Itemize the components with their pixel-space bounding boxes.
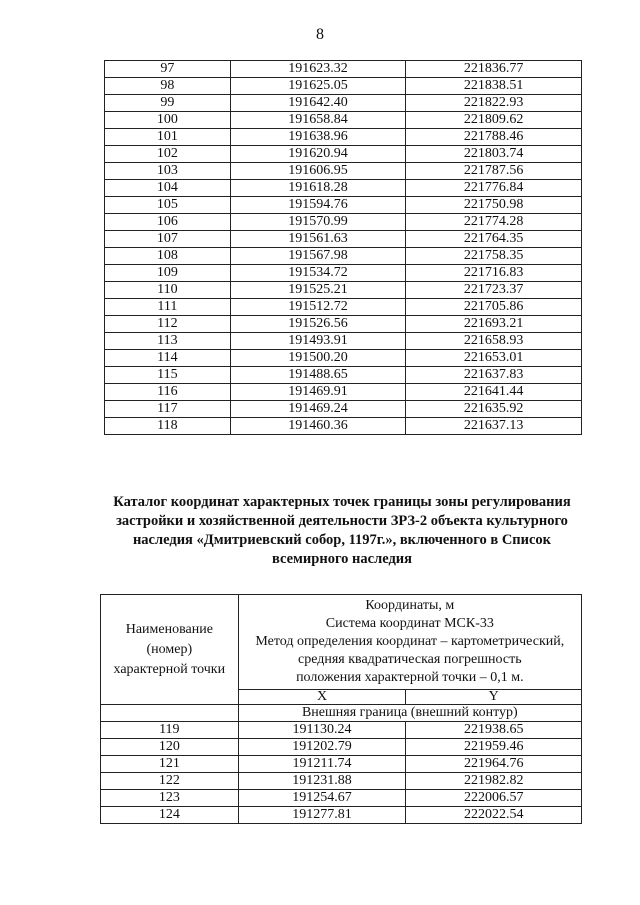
table-row [105, 265, 582, 282]
point-name-header-line-3: характерной точки [113, 661, 226, 677]
table-row [105, 78, 582, 95]
coordinates-header-line-3: Метод определения координат – картометрический, [255, 634, 565, 649]
y-coordinate-cell: 221653.01 [406, 350, 582, 367]
x-coordinate-cell: 191526.56 [230, 316, 406, 333]
point-name-header [101, 595, 239, 705]
point-number-cell: 117 [105, 401, 231, 418]
coordinates-header-line-1: Координаты, м [365, 598, 455, 613]
y-coordinate-cell: 221938.65 [406, 722, 582, 739]
section-label: Внешняя граница (внешний контур) [238, 705, 581, 722]
point-number-cell: 124 [101, 807, 239, 824]
point-number-cell: 122 [101, 773, 239, 790]
y-coordinate-cell: 221822.93 [406, 95, 582, 112]
y-coordinate-cell: 221788.46 [406, 129, 582, 146]
y-coordinate-cell: 221838.51 [406, 78, 582, 95]
table-row [105, 282, 582, 299]
y-coordinate-cell: 221750.98 [406, 197, 582, 214]
y-coordinate-cell: 221705.86 [406, 299, 582, 316]
y-coordinate-cell: 221776.84 [406, 180, 582, 197]
x-coordinate-cell: 191620.94 [230, 146, 406, 163]
section-row-empty-cell [101, 705, 239, 722]
y-coordinate-cell: 221836.77 [406, 61, 582, 78]
x-coordinate-cell: 191460.36 [230, 418, 406, 435]
heading-line-3: наследия «Дмитриевский собор, 1197г.», включенного в Список [132, 532, 552, 548]
y-coordinate-cell: 221809.62 [406, 112, 582, 129]
point-number-cell: 102 [105, 146, 231, 163]
x-coordinate-cell: 191469.24 [230, 401, 406, 418]
y-coordinate-cell: 221635.92 [406, 401, 582, 418]
point-number-cell: 119 [101, 722, 239, 739]
point-number-cell: 101 [105, 129, 231, 146]
point-number-cell: 114 [105, 350, 231, 367]
heading-line-1: Каталог координат характерных точек границы зоны регулирования [113, 494, 571, 510]
x-coordinate-cell: 191618.28 [230, 180, 406, 197]
point-number-cell: 107 [105, 231, 231, 248]
x-coordinate-cell: 191254.67 [238, 790, 406, 807]
x-coordinate-cell: 191570.99 [230, 214, 406, 231]
page-number: 8 [316, 26, 324, 43]
y-coordinate-cell: 222006.57 [406, 790, 582, 807]
table-row [105, 129, 582, 146]
y-coordinate-cell: 221758.35 [406, 248, 582, 265]
point-number-cell: 110 [105, 282, 231, 299]
x-column-header: X [238, 690, 406, 705]
table-row [105, 61, 582, 78]
x-coordinate-cell: 191231.88 [238, 773, 406, 790]
point-number-cell: 120 [101, 739, 239, 756]
coordinates-header-line-4: средняя квадратическая погрешность [298, 652, 522, 667]
x-coordinate-cell: 191202.79 [238, 739, 406, 756]
table-row [101, 807, 582, 824]
x-coordinate-cell: 191534.72 [230, 265, 406, 282]
table-row [105, 248, 582, 265]
x-coordinate-cell: 191469.91 [230, 384, 406, 401]
point-number-cell: 115 [105, 367, 231, 384]
point-number-cell: 104 [105, 180, 231, 197]
y-coordinate-cell: 221716.83 [406, 265, 582, 282]
y-coordinate-cell: 222022.54 [406, 807, 582, 824]
x-coordinate-cell: 191130.24 [238, 722, 406, 739]
x-coordinate-cell: 191488.65 [230, 367, 406, 384]
point-number-cell: 99 [105, 95, 231, 112]
table-row [105, 418, 582, 435]
point-number-cell: 103 [105, 163, 231, 180]
point-number-cell: 98 [105, 78, 231, 95]
x-coordinate-cell: 191658.84 [230, 112, 406, 129]
x-coordinate-cell: 191500.20 [230, 350, 406, 367]
table-row [105, 401, 582, 418]
point-number-cell: 111 [105, 299, 231, 316]
x-coordinate-cell: 191606.95 [230, 163, 406, 180]
y-coordinate-cell: 221803.74 [406, 146, 582, 163]
table-row [105, 214, 582, 231]
coordinates-table-2 [100, 594, 582, 824]
point-number-cell: 113 [105, 333, 231, 350]
table-row [101, 756, 582, 773]
heading-line-2: застройки и хозяйственной деятельности ЗРЗ-2 объекта культурного [116, 513, 568, 529]
point-number-cell: 112 [105, 316, 231, 333]
x-coordinate-cell: 191493.91 [230, 333, 406, 350]
y-coordinate-cell: 221723.37 [406, 282, 582, 299]
point-number-cell: 97 [105, 61, 231, 78]
coordinates-table-2-body [101, 722, 582, 824]
x-coordinate-cell: 191642.40 [230, 95, 406, 112]
y-coordinate-cell: 221959.46 [406, 739, 582, 756]
coordinates-header [238, 595, 581, 690]
y-coordinate-cell: 221637.83 [406, 367, 582, 384]
y-coordinate-cell: 221637.13 [406, 418, 582, 435]
table-row [101, 722, 582, 739]
x-coordinate-cell: 191567.98 [230, 248, 406, 265]
coordinates-table-1-body [105, 61, 582, 435]
y-coordinate-cell: 221964.76 [406, 756, 582, 773]
point-number-cell: 106 [105, 214, 231, 231]
point-number-cell: 108 [105, 248, 231, 265]
heading-line-4: всемирного наследия [271, 551, 412, 567]
point-number-cell: 105 [105, 197, 231, 214]
y-coordinate-cell: 221641.44 [406, 384, 582, 401]
point-number-cell: 100 [105, 112, 231, 129]
y-coordinate-cell: 221982.82 [406, 773, 582, 790]
x-coordinate-cell: 191277.81 [238, 807, 406, 824]
point-number-cell: 121 [101, 756, 239, 773]
table-2-header-row [101, 595, 582, 690]
table-row [101, 773, 582, 790]
y-coordinate-cell: 221774.28 [406, 214, 582, 231]
point-number-cell: 123 [101, 790, 239, 807]
y-coordinate-cell: 221787.56 [406, 163, 582, 180]
point-number-cell: 118 [105, 418, 231, 435]
x-coordinate-cell: 191525.21 [230, 282, 406, 299]
y-coordinate-cell: 221693.21 [406, 316, 582, 333]
table-row [105, 384, 582, 401]
coordinates-table-1 [104, 60, 582, 435]
table-row [105, 146, 582, 163]
table-row [105, 316, 582, 333]
table-row [105, 95, 582, 112]
table-row [105, 163, 582, 180]
table-row [105, 197, 582, 214]
y-coordinate-cell: 221764.35 [406, 231, 582, 248]
point-name-header-line-2: (номер) [146, 641, 193, 657]
table-row [105, 367, 582, 384]
x-coordinate-cell: 191211.74 [238, 756, 406, 773]
table-row [105, 231, 582, 248]
x-coordinate-cell: 191561.63 [230, 231, 406, 248]
catalog-heading [96, 493, 588, 569]
x-coordinate-cell: 191623.32 [230, 61, 406, 78]
y-coordinate-cell: 221658.93 [406, 333, 582, 350]
coordinates-header-line-5: положения характерной точки – 0,1 м. [296, 670, 524, 685]
table-row [101, 790, 582, 807]
point-number-cell: 116 [105, 384, 231, 401]
x-coordinate-cell: 191625.05 [230, 78, 406, 95]
table-2-section-row [101, 705, 582, 722]
table-row [101, 739, 582, 756]
table-row [105, 350, 582, 367]
x-coordinate-cell: 191512.72 [230, 299, 406, 316]
x-coordinate-cell: 191638.96 [230, 129, 406, 146]
x-coordinate-cell: 191594.76 [230, 197, 406, 214]
table-row [105, 112, 582, 129]
table-row [105, 299, 582, 316]
table-row [105, 333, 582, 350]
coordinates-header-line-2: Система координат МСК-33 [325, 616, 494, 631]
point-name-header-line-1: Наименование [125, 621, 213, 637]
point-number-cell: 109 [105, 265, 231, 282]
y-column-header: Y [406, 690, 582, 705]
table-row [105, 180, 582, 197]
